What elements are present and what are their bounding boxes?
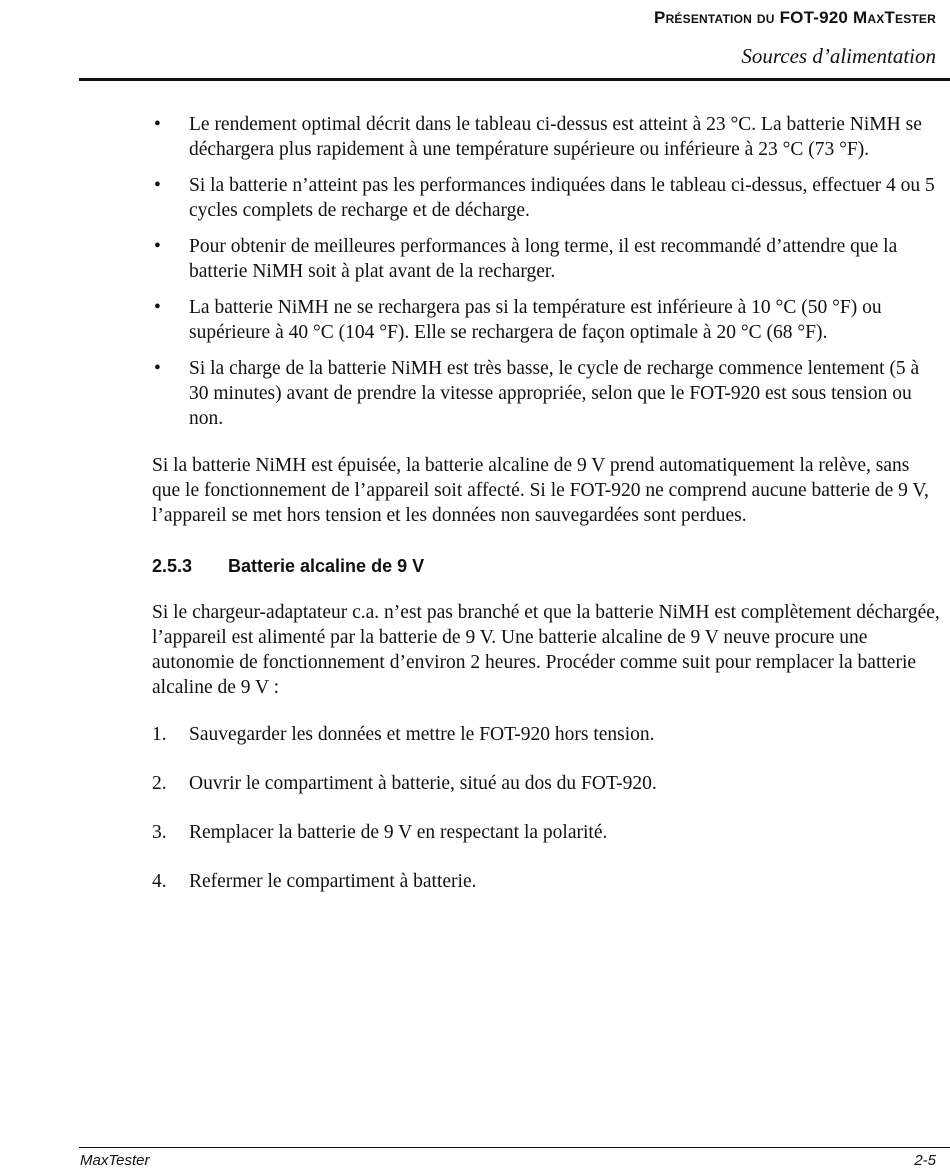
list-item-text: Pour obtenir de meilleures performances à long terme, il est recommandé d’attendre que la batterie NiMH soit à plat avant de la recharger.	[189, 236, 898, 282]
step-text: Ouvrir le compartiment à batterie, situé au dos du FOT-920.	[189, 773, 657, 794]
list-item	[152, 112, 942, 162]
step-text: Refermer le compartiment à batterie.	[189, 871, 477, 892]
list-item	[152, 295, 942, 345]
step-number: 3.	[152, 822, 167, 843]
list-item	[152, 173, 942, 223]
footer-product-name: MaxTester	[80, 1152, 150, 1169]
step-item	[152, 869, 942, 894]
step-number: 4.	[152, 871, 167, 892]
list-item-text: Si la batterie n’atteint pas les performances indiquées dans le tableau ci-dessus, effectuer 4 ou 5 cycles complets de recharge et de décharge.	[189, 175, 935, 221]
list-item	[152, 356, 942, 431]
page-body	[152, 112, 942, 918]
bullet-icon: •	[154, 114, 161, 135]
list-item-text: Si la charge de la batterie NiMH est très basse, le cycle de recharge commence lentement (5 à 30 minutes) avant de prendre la vitesse appropriée, selon que le FOT-920 est sous tension ou non.	[189, 358, 920, 429]
procedure-steps	[152, 722, 942, 894]
section-intro-paragraph: Si le chargeur-adaptateur c.a. n’est pas branché et que la batterie NiMH est complètement déchargée, l’appareil est alimenté par la batterie de 9 V. Une batterie alcaline de 9 V neuve procure une autonomie de fonctionnement d’environ 2 heures. Procéder comme suit pour remplacer la batterie alcaline de 9 V :	[152, 602, 940, 698]
section-heading	[152, 554, 942, 578]
section-title: Batterie alcaline de 9 V	[228, 556, 425, 576]
section-number: 2.5.3	[152, 556, 193, 576]
step-item	[152, 771, 942, 796]
step-text: Remplacer la batterie de 9 V en respectant la polarité.	[189, 822, 608, 843]
step-number: 2.	[152, 773, 167, 794]
running-header-subtitle: Sources d’alimentation	[741, 44, 936, 68]
bullet-icon: •	[154, 297, 161, 318]
running-header-title: Présentation du FOT-920 MaxTester	[654, 8, 936, 27]
exhausted-battery-paragraph: Si la batterie NiMH est épuisée, la batterie alcaline de 9 V prend automatiquement la relève, sans que le fonctionnement de l’appareil soit affecté. Si le FOT-920 ne comprend aucune batterie de 9 V, l’appareil se met hors tension et les données non sauvegardées sont perdues.	[152, 455, 929, 526]
bullet-icon: •	[154, 175, 161, 196]
bullet-icon: •	[154, 358, 161, 379]
step-item	[152, 722, 942, 747]
bullet-icon: •	[154, 236, 161, 257]
list-item-text: Le rendement optimal décrit dans le tableau ci-dessus est atteint à 23 °C. La batterie NiMH se déchargera plus rapidement à une température supérieure ou inférieure à 23 °C (73 °F).	[189, 114, 922, 160]
notes-list	[152, 112, 942, 431]
list-item-text: La batterie NiMH ne se rechargera pas si la température est inférieure à 10 °C (50 °F) ou supérieure à 40 °C (104 °F). Elle se rechargera de façon optimale à 20 °C (68 °F).	[189, 297, 882, 343]
page-number: 2-5	[914, 1152, 936, 1169]
list-item	[152, 234, 942, 284]
footer-rule	[79, 1147, 950, 1148]
step-number: 1.	[152, 724, 167, 745]
step-text: Sauvegarder les données et mettre le FOT-920 hors tension.	[189, 724, 655, 745]
step-item	[152, 820, 942, 845]
header-rule	[79, 78, 950, 81]
